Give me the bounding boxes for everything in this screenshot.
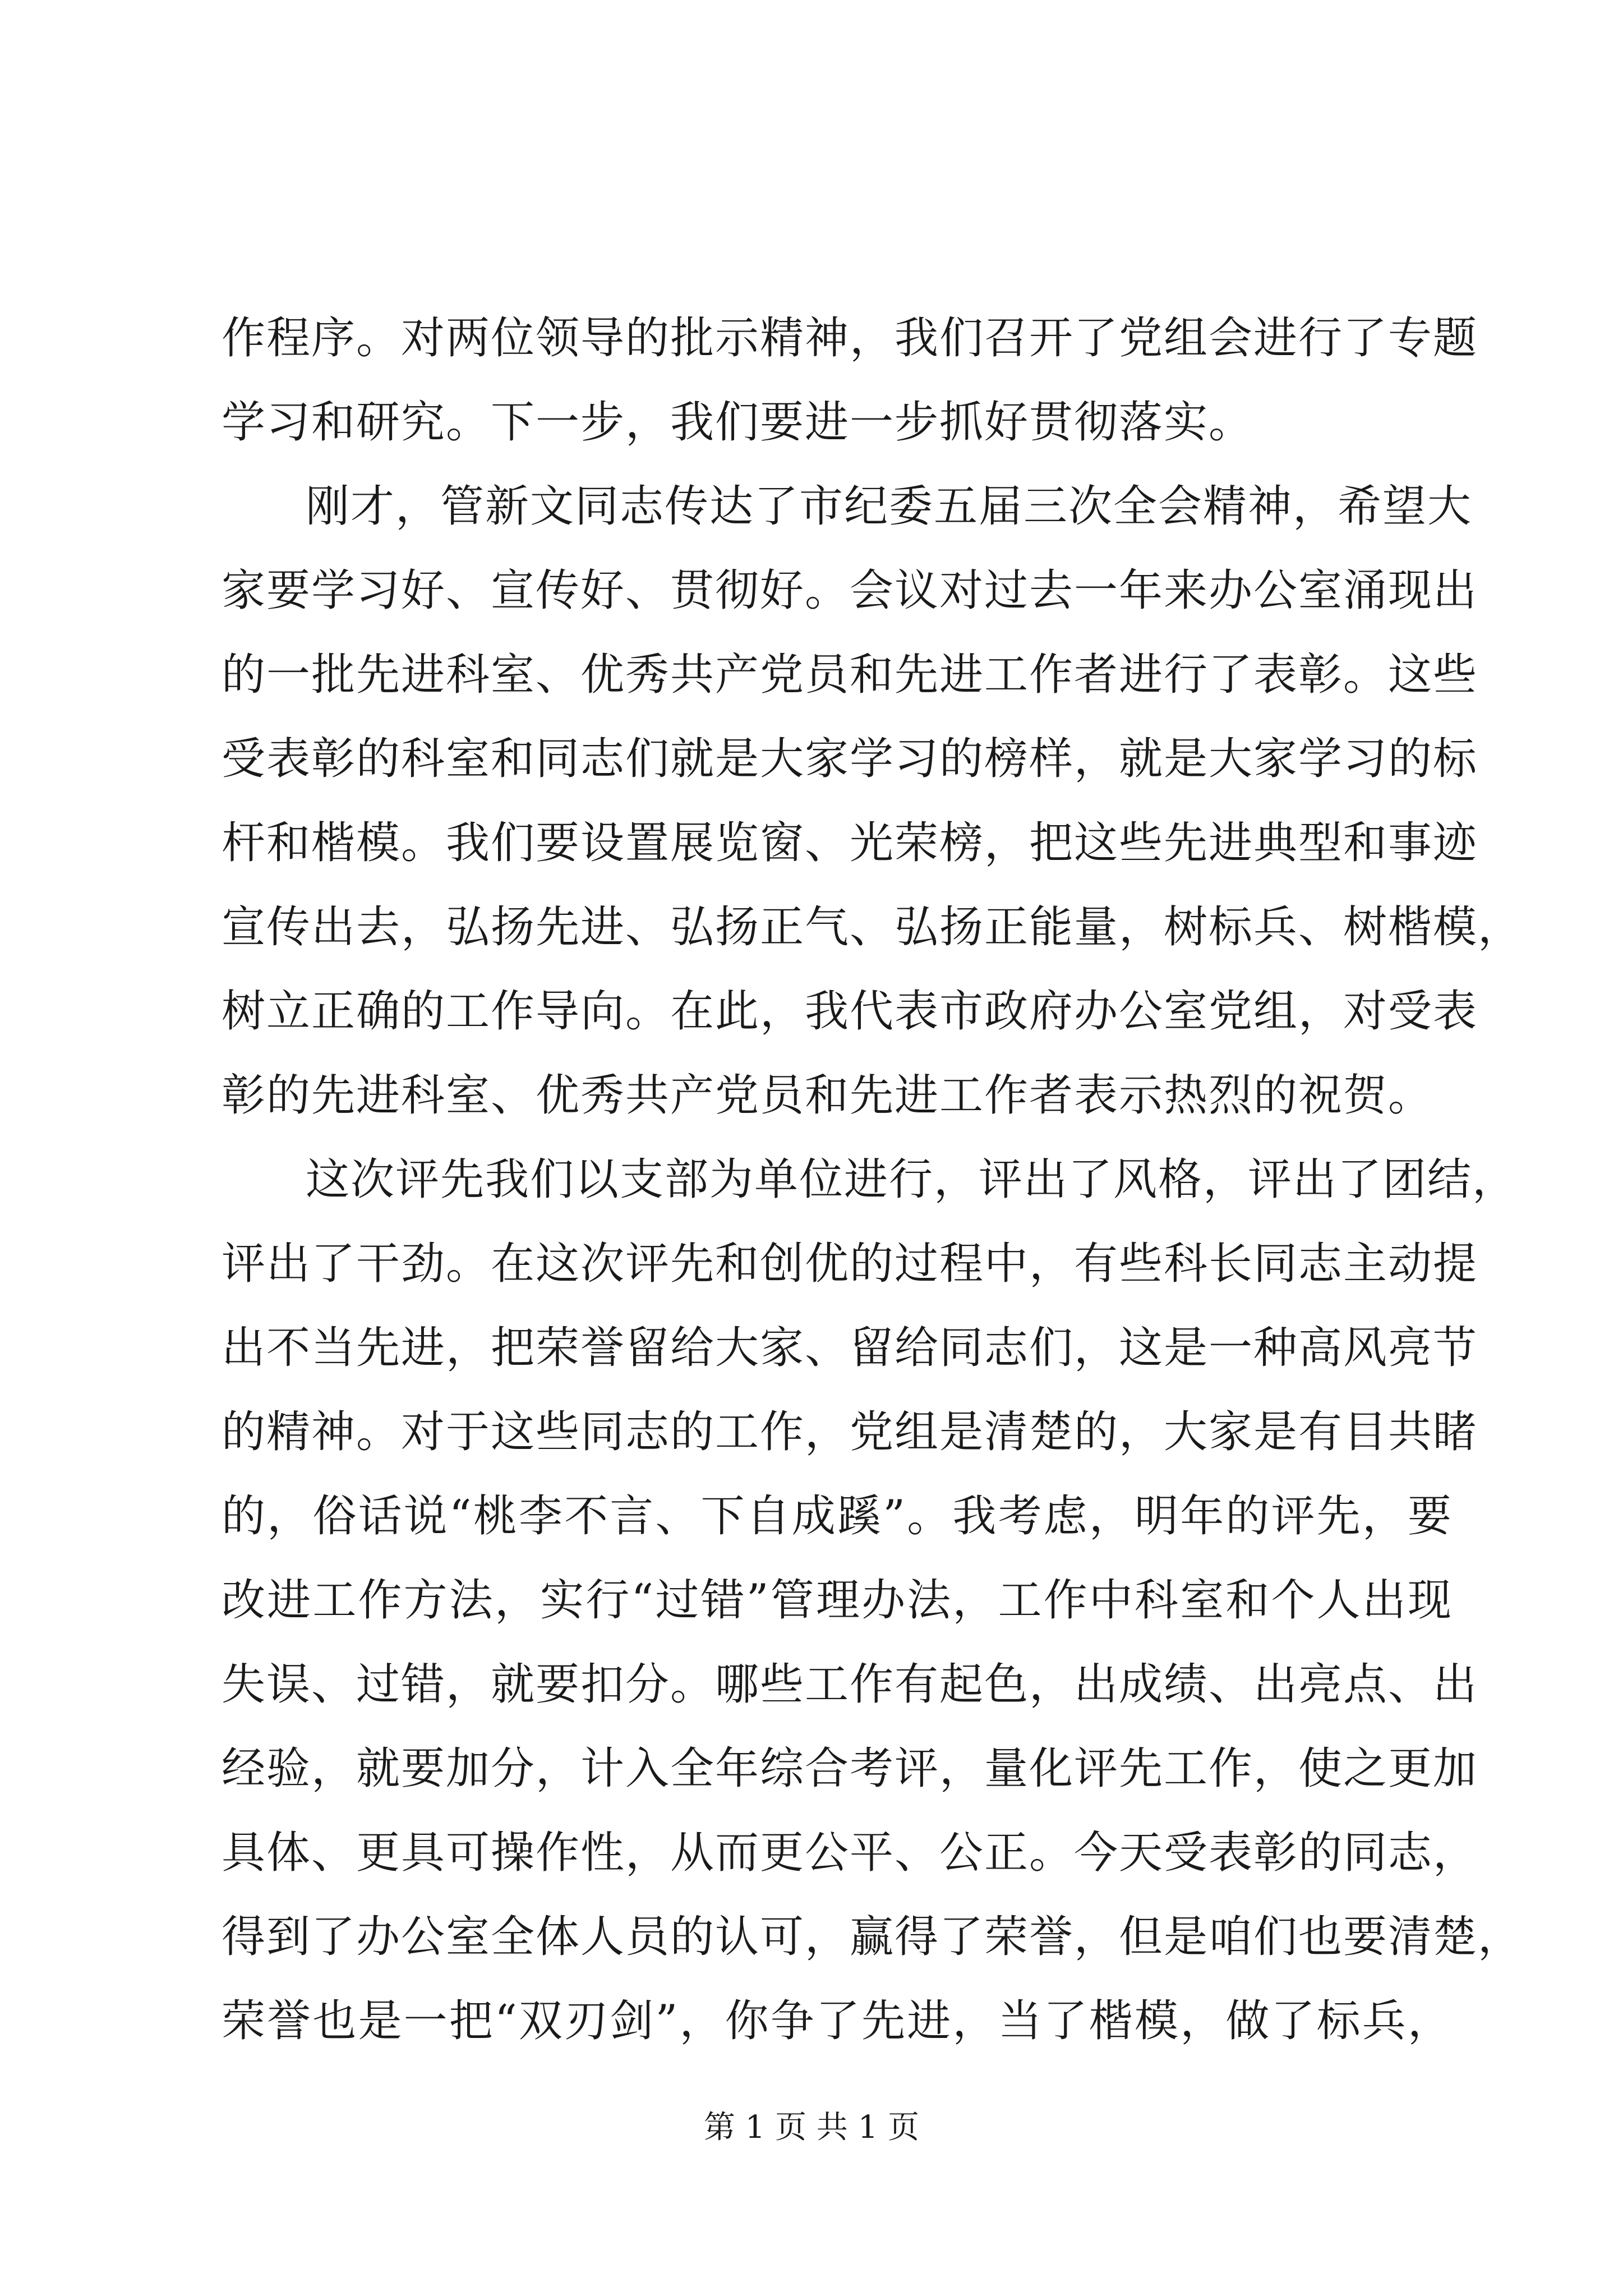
page-number: 第 1 页 共 1 页 [703,2109,920,2146]
text-line: 评出了干劲。在这次评先和创优的过程中，有些科长同志主动提 [222,1239,1478,1289]
text-line: 经验，就要加分，计入全年综合考评，量化评先工作，使之更加 [222,1743,1478,1794]
text-line: 这次评先我们以支部为单位进行，评出了风格，评出了团结， [306,1154,1518,1205]
text-line: 树立正确的工作导向。在此，我代表市政府办公室党组，对受表 [222,986,1478,1037]
text-line: 刚才，管新文同志传达了市纪委五届三次全会精神，希望大 [306,481,1473,532]
text-line: 荣誉也是一把“双刃剑”，你争了先进，当了楷模，做了标兵， [222,1996,1453,2046]
text-line: 改进工作方法，实行“过错”管理办法，工作中科室和个人出现 [222,1575,1453,1626]
text-line: 失误、过错，就要扣分。哪些工作有起色，出成绩、出亮点、出 [222,1659,1478,1710]
document-body [222,296,1523,2063]
text-line: 的精神。对于这些同志的工作，党组是清楚的，大家是有目共睹 [222,1407,1478,1457]
page-footer [0,2108,1623,2147]
text-line: 的，俗话说“桃李不言、下自成蹊”。我考虑，明年的评先，要 [222,1491,1453,1542]
text-line: 家要学习好、宣传好、贯彻好。会议对过去一年来办公室涌现出 [222,565,1478,616]
paragraph-3 [222,1138,1523,2063]
text-line: 杆和楷模。我们要设置展览窗、光荣榜，把这些先进典型和事迹 [222,818,1478,868]
paragraph-2 [222,464,1523,1138]
text-line: 学习和研究。下一步，我们要进一步抓好贯彻落实。 [222,397,1254,448]
text-line: 彰的先进科室、优秀共产党员和先进工作者表示热烈的祝贺。 [222,1070,1433,1121]
text-line: 作程序。对两位领导的批示精神，我们召开了党组会进行了专题 [222,313,1478,364]
text-line: 出不当先进，把荣誉留给大家、留给同志们，这是一种高风亮节 [222,1323,1478,1373]
text-line: 具体、更具可操作性，从而更公平、公正。今天受表彰的同志， [222,1828,1478,1878]
text-line: 得到了办公室全体人员的认可，赢得了荣誉，但是咱们也要清楚， [222,1912,1523,1962]
text-line: 的一批先进科室、优秀共产党员和先进工作者进行了表彰。这些 [222,650,1478,700]
paragraph-1 [222,296,1478,464]
text-line: 受表彰的科室和同志们就是大家学习的榜样，就是大家学习的标 [222,734,1478,784]
text-line: 宣传出去，弘扬先进、弘扬正气、弘扬正能量，树标兵、树楷模， [222,902,1523,953]
